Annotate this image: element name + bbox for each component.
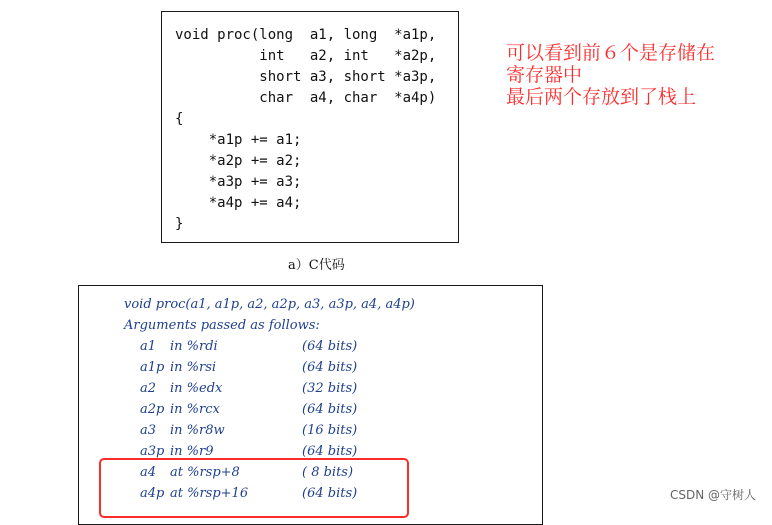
asm-header: void proc(a1, a1p, a2, a2p, a3, a3p, a4, a4p) xyxy=(124,297,415,312)
arg-bits: (64 bits) xyxy=(302,444,358,459)
arg-location: at %rsp+8 xyxy=(170,465,240,480)
red-annotation xyxy=(506,42,766,108)
arg-bits: (32 bits) xyxy=(302,381,358,396)
annotation-line: 最后两个存放到了栈上 xyxy=(506,86,697,108)
arg-name: a2 xyxy=(140,381,157,396)
code-line: *a3p += a3; xyxy=(175,174,302,190)
arg-bits: (16 bits) xyxy=(302,423,358,438)
code-line: *a1p += a1; xyxy=(175,132,302,148)
arg-bits: (64 bits) xyxy=(302,360,358,375)
c-code-box xyxy=(161,11,459,243)
arg-location: in %rsi xyxy=(170,360,217,375)
arg-name: a3 xyxy=(140,423,157,438)
arg-name: a3p xyxy=(140,444,165,459)
watermark: CSDN @守树人 xyxy=(669,488,756,502)
arg-name: a2p xyxy=(140,402,165,417)
arg-bits: ( 8 bits) xyxy=(302,465,354,480)
arg-location: in %rcx xyxy=(170,402,220,417)
code-line: { xyxy=(175,111,184,127)
code-line: int a2, int *a2p, xyxy=(175,48,437,64)
arg-name: a1 xyxy=(140,339,157,354)
stack-args-highlight xyxy=(99,458,409,518)
code-line: short a3, short *a3p, xyxy=(175,69,437,85)
code-line: } xyxy=(175,216,184,232)
arg-name: a1p xyxy=(140,360,165,375)
code-line: *a4p += a4; xyxy=(175,195,302,211)
arg-location: in %r9 xyxy=(170,444,214,459)
arg-location: in %edx xyxy=(170,381,223,396)
code-line: *a2p += a2; xyxy=(175,153,302,169)
arg-bits: (64 bits) xyxy=(302,486,358,501)
arg-bits: (64 bits) xyxy=(302,402,358,417)
arg-location: at %rsp+16 xyxy=(170,486,249,501)
arg-location: in %r8w xyxy=(170,423,225,438)
annotation-line: 可以看到前６个是存储在 xyxy=(506,42,716,64)
arg-bits: (64 bits) xyxy=(302,339,358,354)
asm-subheader: Arguments passed as follows: xyxy=(124,318,320,333)
code-line: char a4, char *a4p) xyxy=(175,90,437,106)
annotation-line: 寄存器中 xyxy=(506,64,583,86)
arg-name: a4 xyxy=(140,465,157,480)
figure-caption: a）C代码 xyxy=(288,258,345,273)
arg-location: in %rdi xyxy=(170,339,218,354)
arg-name: a4p xyxy=(140,486,165,501)
code-line: void proc(long a1, long *a1p, xyxy=(175,27,437,43)
